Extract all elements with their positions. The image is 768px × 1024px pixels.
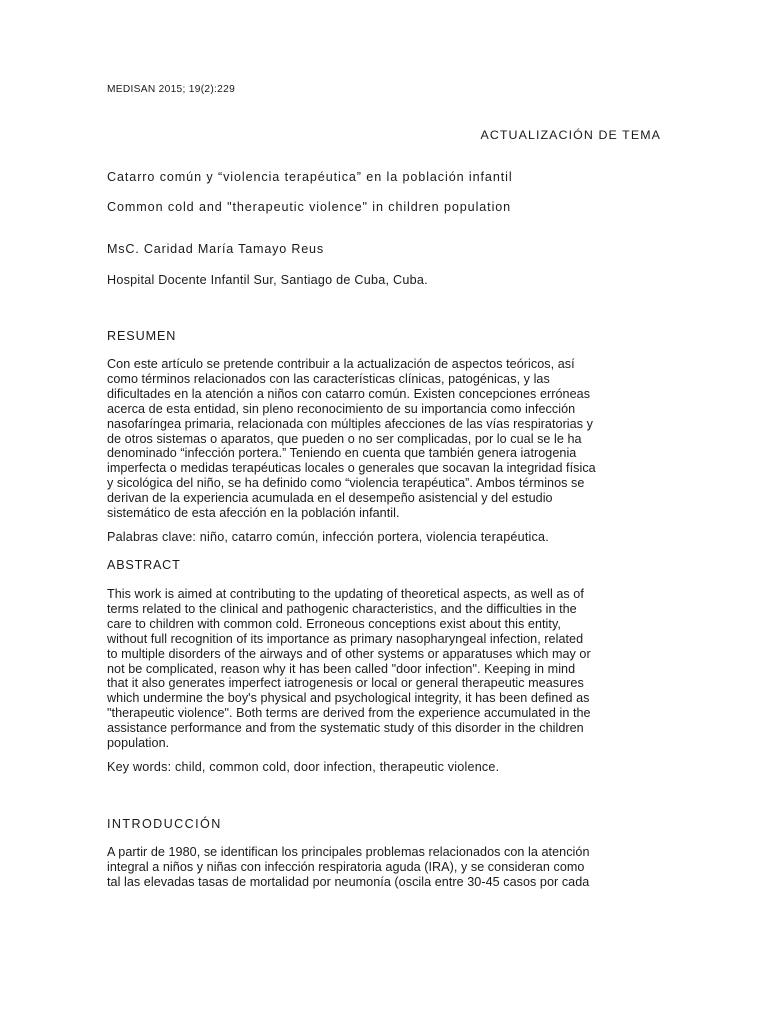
journal-reference: MEDISAN 2015; 19(2):229	[107, 84, 236, 95]
resumen-heading: RESUMEN	[107, 329, 177, 343]
abstract-line: that it also generates imperfect iatrogenesis or local or general therapeutic measures	[107, 676, 584, 691]
keywords-spanish	[107, 530, 663, 545]
keywords-english-text: Key words: child, common cold, door infection, therapeutic violence.	[107, 760, 500, 774]
introduccion-line: tal las elevadas tasas de mortalidad por neumonía (oscila entre 30-45 casos por cada	[107, 874, 590, 889]
abstract-line: This work is aimed at contributing to the updating of theoretical aspects, as well as of	[107, 587, 584, 601]
resumen-line: acerca de esta entidad, sin pleno reconocimiento de su importancia como infección	[107, 401, 576, 416]
resumen-line: como términos relacionados con las características clínicas, patogénicas, y las	[107, 371, 550, 386]
keywords-english	[107, 760, 663, 775]
abstract-line: which undermine the boy's physical and psychological integrity, it has been defined as	[107, 691, 590, 706]
resumen-line: denominado “infección portera.” Teniendo en cuenta que también genera iatrogenia	[107, 446, 577, 461]
resumen-line: y sicológica del niño, se ha definido como “violencia terapéutica”. Ambos términos se	[107, 476, 585, 491]
resumen-line: nasofaríngea primaria, relacionada con múltiples afecciones de las vías respiratorias y	[107, 416, 593, 431]
introduccion-heading: INTRODUCCIÓN	[107, 817, 222, 831]
abstract-line: to multiple disorders of the airways and of other systems or apparatuses which may or	[107, 646, 591, 661]
introduccion-line: A partir de 1980, se identifican los principales problemas relacionados con la atención	[107, 845, 590, 859]
abstract-line: "therapeutic violence". Both terms are derived from the experience accumulated in the	[107, 706, 591, 721]
abstract-line: not be complicated, reason why it has been called "door infection". Keeping in mind	[107, 661, 576, 676]
resumen-line: imperfecta o medidas terapéuticas locales o generales que socavan la integridad física	[107, 461, 596, 476]
keywords-spanish-text: Palabras clave: niño, catarro común, infección portera, violencia terapéutica.	[107, 530, 549, 544]
abstract-line: without full recognition of its importance as primary nasopharyngeal infection, related	[107, 631, 584, 646]
introduccion-paragraph	[107, 845, 663, 890]
abstract-line: population.	[107, 736, 170, 751]
introduccion-line: integral a niños y niñas con infección respiratoria aguda (IRA), y se consideran como	[107, 859, 585, 874]
abstract-line: terms related to the clinical and pathogenic characteristics, and the difficulties in the	[107, 601, 577, 616]
abstract-heading: ABSTRACT	[107, 558, 181, 572]
title-english: Common cold and "therapeutic violence" in children population	[107, 200, 512, 214]
resumen-paragraph	[107, 357, 663, 521]
abstract-line: care to children with common cold. Erroneous conceptions exist about this entity,	[107, 616, 561, 631]
title-spanish: Catarro común y “violencia terapéutica” en la población infantil	[107, 170, 513, 184]
author-affiliation: Hospital Docente Infantil Sur, Santiago de Cuba, Cuba.	[107, 273, 428, 287]
abstract-line: assistance performance and from the systematic study of this disorder in the children	[107, 721, 584, 736]
resumen-line: sistemático de esta afección en la población infantil.	[107, 506, 400, 521]
resumen-line: Con este artículo se pretende contribuir a la actualización de aspectos teóricos, así	[107, 357, 575, 371]
resumen-line: derivan de la experiencia acumulada en el desempeño asistencial y del estudio	[107, 491, 553, 506]
section-type: ACTUALIZACIÓN DE TEMA	[480, 128, 661, 142]
author-name: MsC. Caridad María Tamayo Reus	[107, 242, 324, 256]
abstract-paragraph	[107, 587, 663, 751]
resumen-line: dificultades en la atención a niños con catarro común. Existen concepciones erróneas	[107, 386, 591, 401]
resumen-line: de otros sistemas o aparatos, que pueden o no ser complicadas, por lo cual se le ha	[107, 431, 582, 446]
